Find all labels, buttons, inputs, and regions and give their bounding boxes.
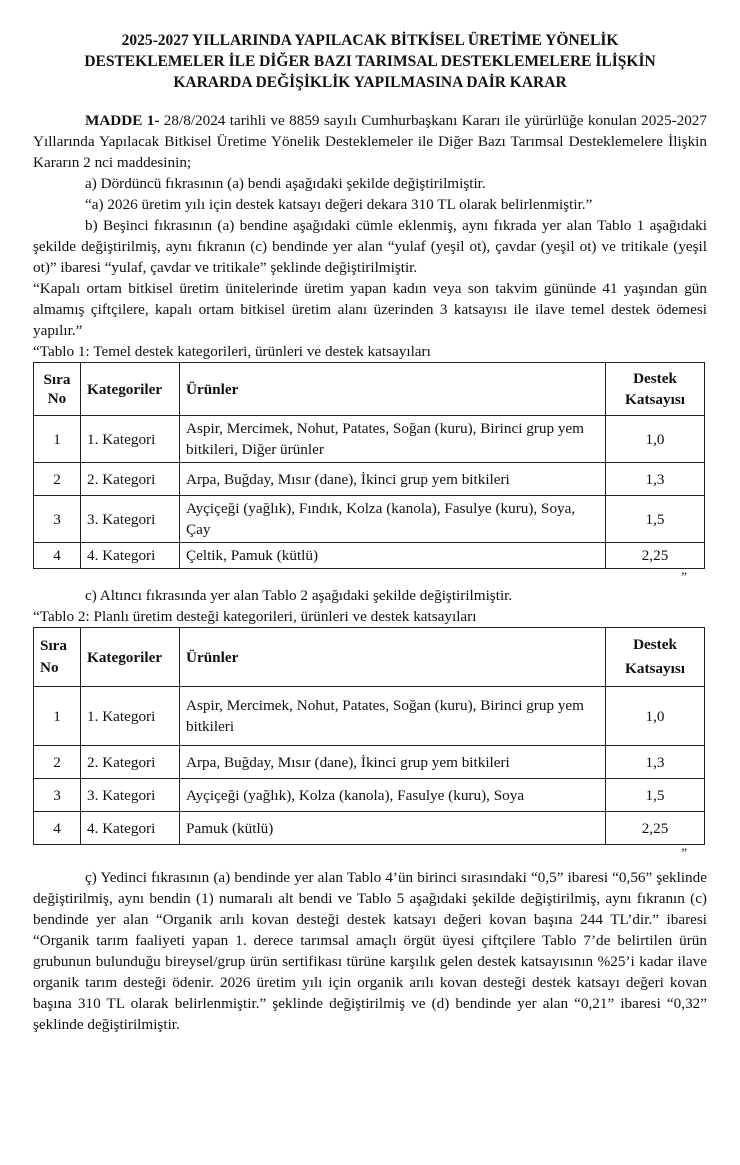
table-row bbox=[34, 687, 705, 746]
madde-text: 28/8/2024 tarihli ve 8859 sayılı Cumhurbaşkanı Kararı ile yürürlüğe konulan 2025-2027 Yıllarında Yapılacak Bitkisel Üretime Yönelik Desteklemeler ile Diğer Bazı Tarımsal Desteklemelere İlişkin Kararın 2 nci maddesinin; bbox=[33, 112, 707, 171]
document-title bbox=[33, 30, 707, 93]
table2-header-urunler: Ürünler bbox=[180, 628, 606, 687]
table2-cell-kategori: 3. Kategori bbox=[81, 779, 180, 812]
table1-cell-no: 1 bbox=[34, 416, 81, 463]
table1-header-no: Sıra No bbox=[34, 363, 81, 416]
table1-header-katsayi: Destek Katsayısı bbox=[606, 363, 705, 416]
table2-cell-no: 3 bbox=[34, 779, 81, 812]
table2-cell-kategori: 4. Kategori bbox=[81, 812, 180, 845]
table-row bbox=[34, 463, 705, 496]
table2-cell-urunler: Pamuk (kütlü) bbox=[180, 812, 606, 845]
madde-1-paragraph bbox=[33, 110, 707, 173]
paragraph-c1: c) Altıncı fıkrasında yer alan Tablo 2 aşağıdaki şekilde değiştirilmiştir. bbox=[85, 587, 513, 604]
paragraph-a1: a) Dördüncü fıkrasının (a) bendi aşağıdaki şekilde değiştirilmiştir. bbox=[85, 175, 486, 192]
table-row bbox=[34, 779, 705, 812]
table1-header-urunler: Ürünler bbox=[180, 363, 606, 416]
table-1 bbox=[33, 362, 705, 569]
table1-cell-katsayi: 1,3 bbox=[606, 463, 705, 496]
table-row bbox=[34, 746, 705, 779]
table1-caption: “Tablo 1: Temel destek kategorileri, ürünleri ve destek katsayıları bbox=[33, 343, 431, 360]
table-row bbox=[34, 496, 705, 543]
table-row bbox=[34, 543, 705, 569]
table2-cell-kategori: 1. Kategori bbox=[81, 687, 180, 746]
table1-header-row bbox=[34, 363, 705, 416]
table1-cell-urunler: Aspir, Mercimek, Nohut, Patates, Soğan (kuru), Birinci grup yem bitkileri, Diğer ürünler bbox=[180, 416, 606, 463]
paragraph-c-cedilla: ç) Yedinci fıkrasının (a) bendinde yer alan Tablo 4’ün birinci sırasındaki “0,5” ibaresi “0,56” şeklinde değiştirilmiş, aynı bendin (1) numaralı alt bendi ve Tablo 5 aşağıdaki şekilde değiştirilmiş, aynı fıkranın (c) bendinde yer alan “Organik arılı kovan desteği destek katsayı değeri kovan başına 244 TL’dir.” ibaresi “Organik tarım faaliyeti yapan 1. derece tarımsal amaçlı örgüt üyesi çiftçilere Tablo 7’de belirtilen ürün grubunun bulunduğu bireysel/grup ürün sertifikası türüne karşılık gelen destek katsayısının %25’i kadar ilave organik tarım desteği ödenir. 2026 üretim yılı için organik arılı kovan desteği destek katsayı değeri kovan başına 310 TL olarak belirlenmiştir.” şeklinde değiştirilmiş ve (d) bendinde yer alan “0,21” ibaresi “0,32” şeklinde değiştirilmiştir. bbox=[33, 869, 707, 1033]
table2-cell-urunler: Arpa, Buğday, Mısır (dane), İkinci grup yem bitkileri bbox=[180, 746, 606, 779]
table2-cell-urunler: Ayçiçeği (yağlık), Kolza (kanola), Fasulye (kuru), Soya bbox=[180, 779, 606, 812]
table2-cell-katsayi: 1,0 bbox=[606, 687, 705, 746]
table2-cell-kategori: 2. Kategori bbox=[81, 746, 180, 779]
table1-cell-no: 2 bbox=[34, 463, 81, 496]
table1-cell-kategori: 2. Kategori bbox=[81, 463, 180, 496]
table1-cell-no: 3 bbox=[34, 496, 81, 543]
table1-cell-kategori: 3. Kategori bbox=[81, 496, 180, 543]
table1-cell-urunler: Ayçiçeği (yağlık), Fındık, Kolza (kanola), Fasulye (kuru), Soya, Çay bbox=[180, 496, 606, 543]
table-row bbox=[34, 416, 705, 463]
table1-cell-katsayi: 2,25 bbox=[606, 543, 705, 569]
table2-header-row bbox=[34, 628, 705, 687]
table2-cell-katsayi: 1,5 bbox=[606, 779, 705, 812]
table2-cell-katsayi: 2,25 bbox=[606, 812, 705, 845]
madde-label: MADDE 1- bbox=[85, 112, 160, 129]
paragraph-a2: “a) 2026 üretim yılı için destek katsayı değeri dekara 310 TL olarak belirlenmiştir.” bbox=[85, 196, 593, 213]
table1-cell-katsayi: 1,0 bbox=[606, 416, 705, 463]
table1-closing-quote: ” bbox=[681, 569, 687, 584]
table-row bbox=[34, 812, 705, 845]
table2-cell-katsayi: 1,3 bbox=[606, 746, 705, 779]
table2-closing-quote: ” bbox=[681, 845, 687, 860]
table2-header-kategori: Kategoriler bbox=[81, 628, 180, 687]
table2-cell-urunler: Aspir, Mercimek, Nohut, Patates, Soğan (kuru), Birinci grup yem bitkileri bbox=[180, 687, 606, 746]
table1-cell-no: 4 bbox=[34, 543, 81, 569]
table2-header-no: Sıra No bbox=[34, 628, 81, 687]
table2-header-katsayi: Destek Katsayısı bbox=[606, 628, 705, 687]
table1-header-kategori: Kategoriler bbox=[81, 363, 180, 416]
table1-cell-kategori: 1. Kategori bbox=[81, 416, 180, 463]
paragraph-b2: “Kapalı ortam bitkisel üretim ünitelerinde üretim yapan kadın veya son takvim gününde 41 yaşından gün almamış çiftçilere, kapalı ortam bitkisel üretim alanı üzerinden 3 katsayısı ile ilave temel destek ödemesi yapılır.” bbox=[33, 280, 707, 339]
table1-cell-urunler: Arpa, Buğday, Mısır (dane), İkinci grup yem bitkileri bbox=[180, 463, 606, 496]
table2-cell-no: 2 bbox=[34, 746, 81, 779]
table1-cell-katsayi: 1,5 bbox=[606, 496, 705, 543]
table1-cell-urunler: Çeltik, Pamuk (kütlü) bbox=[180, 543, 606, 569]
title-line-2: DESTEKLEMELER İLE DİĞER BAZI TARIMSAL DESTEKLEMELERE İLİŞKİN bbox=[84, 53, 656, 70]
table-2 bbox=[33, 627, 705, 845]
title-line-3: KARARDA DEĞİŞİKLİK YAPILMASINA DAİR KARAR bbox=[173, 74, 567, 91]
table2-caption: “Tablo 2: Planlı üretim desteği kategorileri, ürünleri ve destek katsayıları bbox=[33, 608, 477, 625]
table1-cell-kategori: 4. Kategori bbox=[81, 543, 180, 569]
table2-cell-no: 4 bbox=[34, 812, 81, 845]
table2-cell-no: 1 bbox=[34, 687, 81, 746]
title-line-1: 2025-2027 YILLARINDA YAPILACAK BİTKİSEL ÜRETİME YÖNELİK bbox=[121, 32, 619, 49]
paragraph-b1: b) Beşinci fıkrasının (a) bendine aşağıdaki cümle eklenmiş, aynı fıkrada yer alan Tablo 1 aşağıdaki şekilde değiştirilmiş, aynı fıkranın (c) bendinde yer alan “yulaf (yeşil ot), çavdar (yeşil ot) ve tritikale (yeşil ot)” ibaresi “yulaf, çavdar ve tritikale” şeklinde değiştirilmiştir. bbox=[33, 217, 707, 276]
